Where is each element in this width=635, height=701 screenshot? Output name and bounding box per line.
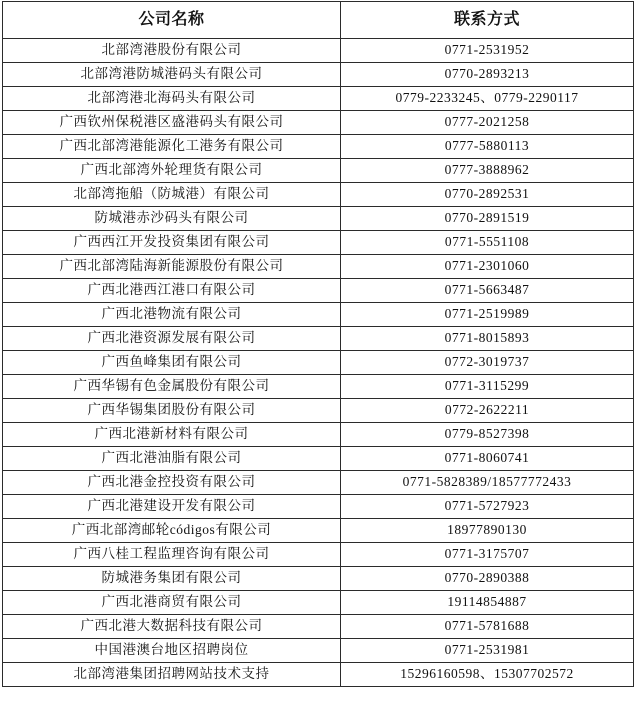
- table-row: [3, 39, 634, 63]
- cell-contact: 0771-2519989: [341, 303, 634, 327]
- table-row: [3, 447, 634, 471]
- cell-contact: 0779-2233245、0779-2290117: [341, 87, 634, 111]
- cell-company-name: 广西北港西江港口有限公司: [3, 279, 341, 303]
- cell-company-name: 广西北港物流有限公司: [3, 303, 341, 327]
- table-row: [3, 255, 634, 279]
- cell-company-name: 广西华锡有色金属股份有限公司: [3, 375, 341, 399]
- cell-contact: 0771-3175707: [341, 543, 634, 567]
- cell-contact: 0770-2893213: [341, 63, 634, 87]
- cell-contact: 0771-8015893: [341, 327, 634, 351]
- table-row: [3, 615, 634, 639]
- table-row: [3, 639, 634, 663]
- cell-contact: 0772-2622211: [341, 399, 634, 423]
- table-row: [3, 399, 634, 423]
- table-row: [3, 495, 634, 519]
- contact-table: [2, 1, 634, 687]
- cell-contact: 0771-5828389/18577772433: [341, 471, 634, 495]
- cell-company-name: 防城港赤沙码头有限公司: [3, 207, 341, 231]
- table-row: [3, 567, 634, 591]
- cell-company-name: 广西北港油脂有限公司: [3, 447, 341, 471]
- cell-company-name: 广西北港大数据科技有限公司: [3, 615, 341, 639]
- table-header-row: [3, 2, 634, 39]
- cell-contact: 15296160598、15307702572: [341, 663, 634, 687]
- cell-contact: 0771-5551108: [341, 231, 634, 255]
- cell-company-name: 广西八桂工程监理咨询有限公司: [3, 543, 341, 567]
- document-page: [0, 1, 635, 701]
- cell-company-name: 北部湾港北海码头有限公司: [3, 87, 341, 111]
- cell-company-name: 中国港澳台地区招聘岗位: [3, 639, 341, 663]
- cell-contact: 0770-2891519: [341, 207, 634, 231]
- table-row: [3, 663, 634, 687]
- cell-company-name: 北部湾港防城港码头有限公司: [3, 63, 341, 87]
- cell-contact: 0771-8060741: [341, 447, 634, 471]
- cell-company-name: 广西华锡集团股份有限公司: [3, 399, 341, 423]
- table-row: [3, 351, 634, 375]
- table-row: [3, 207, 634, 231]
- table-row: [3, 591, 634, 615]
- cell-contact: 0771-5781688: [341, 615, 634, 639]
- table-row: [3, 471, 634, 495]
- cell-company-name: 北部湾港集团招聘网站技术支持: [3, 663, 341, 687]
- cell-contact: 0771-2531981: [341, 639, 634, 663]
- cell-contact: 19114854887: [341, 591, 634, 615]
- cell-company-name: 广西北港新材料有限公司: [3, 423, 341, 447]
- cell-contact: 0771-2301060: [341, 255, 634, 279]
- column-header-contact: 联系方式: [341, 2, 634, 39]
- cell-contact: 0771-5727923: [341, 495, 634, 519]
- cell-contact: 0771-3115299: [341, 375, 634, 399]
- cell-contact: 0779-8527398: [341, 423, 634, 447]
- cell-contact: 0771-2531952: [341, 39, 634, 63]
- table-row: [3, 63, 634, 87]
- cell-contact: 0777-3888962: [341, 159, 634, 183]
- table-row: [3, 159, 634, 183]
- table-row: [3, 543, 634, 567]
- table-body: [3, 39, 634, 687]
- table-row: [3, 183, 634, 207]
- cell-contact: 0777-2021258: [341, 111, 634, 135]
- table-row: [3, 519, 634, 543]
- cell-company-name: 防城港务集团有限公司: [3, 567, 341, 591]
- cell-company-name: 广西北港资源发展有限公司: [3, 327, 341, 351]
- table-row: [3, 423, 634, 447]
- table-row: [3, 135, 634, 159]
- cell-company-name: 广西北部湾邮轮códigos有限公司: [3, 519, 341, 543]
- cell-company-name: 广西钦州保税港区盛港码头有限公司: [3, 111, 341, 135]
- cell-company-name: 广西北部湾港能源化工港务有限公司: [3, 135, 341, 159]
- cell-company-name: 北部湾港股份有限公司: [3, 39, 341, 63]
- table-row: [3, 111, 634, 135]
- cell-company-name: 广西北部湾外轮理货有限公司: [3, 159, 341, 183]
- column-header-company-name: 公司名称: [3, 2, 341, 39]
- table-row: [3, 327, 634, 351]
- cell-company-name: 广西北港商贸有限公司: [3, 591, 341, 615]
- cell-company-name: 广西西江开发投资集团有限公司: [3, 231, 341, 255]
- cell-company-name: 广西鱼峰集团有限公司: [3, 351, 341, 375]
- cell-company-name: 广西北港金控投资有限公司: [3, 471, 341, 495]
- cell-company-name: 广西北港建设开发有限公司: [3, 495, 341, 519]
- cell-contact: 0770-2890388: [341, 567, 634, 591]
- cell-contact: 0777-5880113: [341, 135, 634, 159]
- cell-contact: 0771-5663487: [341, 279, 634, 303]
- cell-contact: 0770-2892531: [341, 183, 634, 207]
- cell-contact: 0772-3019737: [341, 351, 634, 375]
- cell-contact: 18977890130: [341, 519, 634, 543]
- table-row: [3, 231, 634, 255]
- table-row: [3, 303, 634, 327]
- cell-company-name: 北部湾拖船（防城港）有限公司: [3, 183, 341, 207]
- table-row: [3, 279, 634, 303]
- table-row: [3, 87, 634, 111]
- cell-company-name: 广西北部湾陆海新能源股份有限公司: [3, 255, 341, 279]
- table-row: [3, 375, 634, 399]
